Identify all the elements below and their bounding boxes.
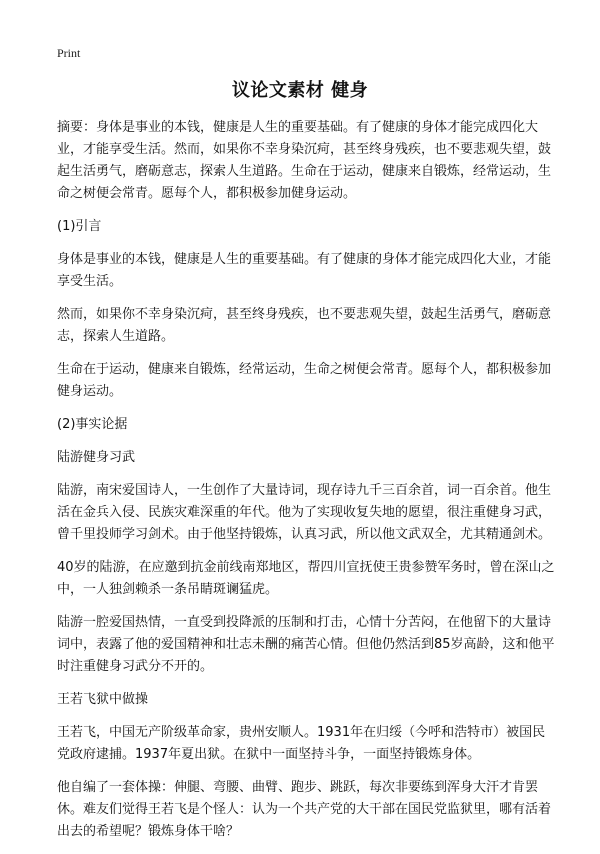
lu-you-paragraph-3: 陆游一腔爱国热情，一直受到投降派的压制和打击，心情十分苦闷，在他留下的大量诗词中，表露了他的爱国精神和壮志未酬的痛苦心情。但他仍然活到85岁高龄，这和他平时注重健身习武分不开的。 [57,615,555,674]
print-link[interactable]: Print [57,46,81,60]
lu-you-paragraph-2: 40岁的陆游，在应邀到抗金前线南郑地区，帮四川宣抚使王贵参赞军务时，曾在深山之中，一人独剑赖杀一条吊睛斑谰猛虎。 [57,560,555,597]
wang-ruofei-paragraph-2: 他自编了一套体操：伸腿、弯腰、曲臂、跑步、跳跃，每次非要练到浑身大汗才肯罢休。难友们觉得王若飞是个怪人：认为一个共产党的大干部在国民党监狱里，哪有活着出去的希望呢？锻炼身体干啥？ [57,780,552,839]
article-body [57,117,557,854]
section-heading-evidence: (2)事实论据 [57,417,128,432]
section-heading-introduction: (1)引言 [57,219,102,234]
subheading-wang-ruofei: 王若飞狱中做操 [57,692,149,707]
wang-ruofei-paragraph-1: 王若飞，中国无产阶级革命家，贵州安顺人。1931年在归绥（今呼和浩特市）被国民党政府逮捕。1937年夏出狱。在狱中一面坚持斗争，一面坚持锻炼身体。 [57,725,546,762]
page-title: 议论文素材 健身 [231,80,369,101]
intro-paragraph-1: 身体是事业的本钱，健康是人生的重要基础。有了健康的身体才能完成四化大业，才能享受生活。 [57,252,552,289]
lu-you-paragraph-1: 陆游，南宋爱国诗人，一生创作了大量诗词，现存诗九千三百余首，词一百余首。他生活在金兵入侵、民族灾难深重的年代。他为了实现收复失地的愿望，很注重健身习武，曾千里投师学习剑术。由于他坚持锻炼，认真习武，所以他文武双全，尤其精通剑术。 [57,483,552,542]
abstract-paragraph: 摘要：身体是事业的本钱，健康是人生的重要基础。有了健康的身体才能完成四化大业，才能享受生活。然而，如果你不幸身染沉疴，甚至终身残疾，也不要悲观失望，鼓起生活勇气，磨砺意志，探索人生道路。生命在于运动，健康来自锻炼，经常运动，生命之树便会常青。愿每个人，都积极参加健身运动。 [57,120,552,201]
subheading-lu-you: 陆游健身习武 [57,450,136,465]
intro-paragraph-3: 生命在于运动，健康来自锻炼，经常运动，生命之树便会常青。愿每个人，都积极参加健身运动。 [57,362,552,399]
intro-paragraph-2: 然而，如果你不幸身染沉疴，甚至终身残疾，也不要悲观失望，鼓起生活勇气，磨砺意志，探索人生道路。 [57,307,552,344]
